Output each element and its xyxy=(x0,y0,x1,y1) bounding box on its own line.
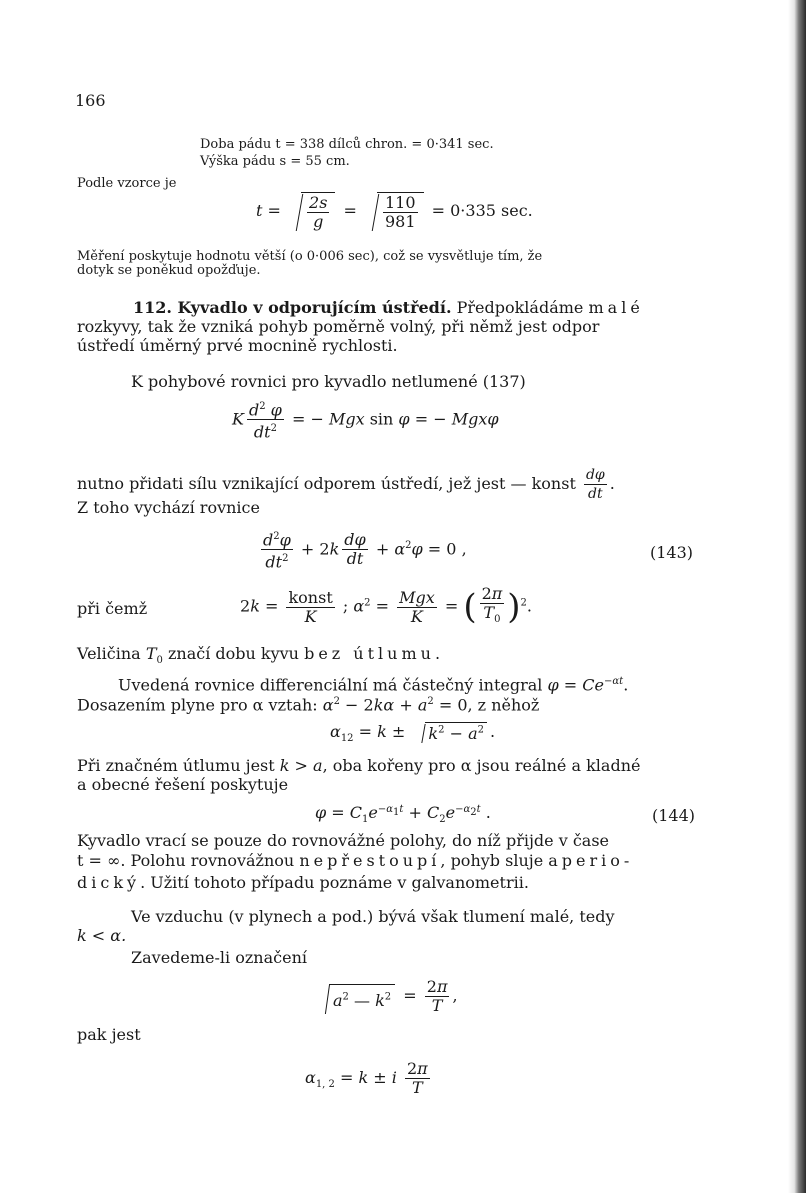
p4-line2-prefix: Dosazením plyne pro α vztah: xyxy=(77,695,318,715)
p5-line1: Při značném útlumu jest k > a, oba kořeny pro α jsou reálné a kladné xyxy=(77,756,641,775)
book-spine-shadow xyxy=(788,0,806,1193)
p6-line2-spaced2: aperio- xyxy=(548,851,634,870)
p6-line1: Kyvadlo vrací se pouze do rovnovážné polohy, do níž přijde v čase xyxy=(77,831,610,850)
equation-2k-alpha: 2k = $\frac{\text{konst}}{K}$ ; $\alpha^2$ = $\frac{\text{Mgx}}{K}$ = ( $\frac{2\pi}{T_0}$ )$^2$. xyxy=(240,584,533,628)
p6-line3-spaced: dický xyxy=(77,873,141,892)
equation-143: $\frac{d^2\varphi}{dt^2}$ + 2k $\frac{d\varphi}{dt}$ + $\alpha^2\varphi = 0$ , xyxy=(258,528,467,572)
velicina-mid: značí dobu kyvu xyxy=(167,644,299,663)
p3-line1-text: nutno přidati sílu vznikající odporem ústředí, jež jest — konst xyxy=(77,474,576,493)
konst-label: konst xyxy=(288,587,333,607)
p4-line1: Uvedená rovnice differenciální má částečný integral $\varphi = Ce^{-\alpha t}$. xyxy=(118,675,629,695)
line-doba-padu: Doba pádu t = 338 dílců chron. = 0·341 sec. xyxy=(200,137,494,152)
equation-144: $\varphi = C_1e^{-\alpha_1t} + C_2e^{-\alpha_2t}$ . xyxy=(315,803,491,826)
p4-line2-suffix: , z něhož xyxy=(467,695,540,715)
line-podle-vzorce: Podle vzorce je xyxy=(77,176,177,191)
section-heading: 112. Kyvadlo v odporujícím ústředí. xyxy=(133,298,452,317)
equation-t-sqrt: t = $\frac{2s}{g}$ = $\frac{110}{981}$ = 0·335 sec. xyxy=(256,193,533,231)
pak-jest: pak jest xyxy=(77,1025,141,1044)
equation-137: K $\frac{d^2 \varphi}{dt^2}$ = − Mgx sin φ = − Mgxφ xyxy=(232,398,499,442)
p4-line1-text: Uvedená rovnice differenciální má částečný integral xyxy=(118,675,543,695)
p1-line2: rozkyvy, tak že vzniká pohyb poměrně volný, při němž jest odpor xyxy=(77,317,600,336)
p6-line2-spaced: nepřestoupí xyxy=(299,851,441,870)
p3-line1: nutno přidati sílu vznikající odporem ústředí, jež jest — konst $\frac{d\varphi}{dt}$ . xyxy=(77,467,615,502)
p5-line1-suffix: , oba kořeny pro α jsou reálné a kladné xyxy=(322,756,641,775)
p7-line2: k < α. xyxy=(77,926,127,945)
p1-line3: ústředí úměrný prvé mocnině rychlosti. xyxy=(77,336,398,355)
p6-line2-mid: , pohyb sluje xyxy=(440,851,544,870)
p6-line2-prefix: t = ∞. Polohu rovnovážnou xyxy=(77,851,295,870)
equation-143-number: (143) xyxy=(650,543,694,562)
equation-alpha12: $\alpha_{12} = k \pm k^2 - a^2$ . xyxy=(330,722,496,745)
line-mereni-1: Měření poskytuje hodnotu větší (o 0·006 sec), což se vysvětluje tím, že xyxy=(77,249,543,264)
pri-cemz: při čemž xyxy=(77,599,148,618)
line-mereni-2: dotyk se poněkud opožďuje. xyxy=(77,263,261,278)
equation-144-number: (144) xyxy=(652,806,696,825)
p5-line2: a obecné řešení poskytuje xyxy=(77,775,289,794)
p4-line2: Dosazením plyne pro α vztah: $\alpha^2 - 2k\alpha + a^2 = 0$, z něhož xyxy=(77,695,540,715)
velicina-line: Veličina $T_0$ značí dobu kyvu bez útlumu. xyxy=(77,644,445,667)
p2-line1: K pohybové rovnici pro kyvadlo netlumené (137) xyxy=(131,372,526,391)
p1-spaced: malé xyxy=(588,298,644,317)
line-vyska-padu: Výška pádu s = 55 cm. xyxy=(200,154,350,169)
equation-alpha-complex: $\alpha_{1, 2} = k \pm i$ $\frac{2\pi}{T}$ xyxy=(305,1059,428,1097)
section-heading-line xyxy=(133,299,644,317)
p6-line3-rest: . Užití tohoto případu poznáme v galvanometrii. xyxy=(140,873,529,892)
p6-line2 xyxy=(77,852,633,870)
velicina-spaced: bez útlumu. xyxy=(304,644,445,663)
equation-t-result: = 0·335 sec. xyxy=(431,201,533,220)
p6-line3 xyxy=(77,874,529,892)
p1-rest: Předpokládáme xyxy=(456,298,584,317)
page-number: 166 xyxy=(75,91,106,110)
p5-line1-prefix: Při značném útlumu jest xyxy=(77,756,275,775)
velicina-prefix: Veličina xyxy=(77,644,141,663)
equation-sqrt-2pi-T: $a^2$ — $k^2$ = $\frac{2\pi}{T}$ , xyxy=(310,978,458,1015)
p7-line1: Ve vzduchu (v plynech a pod.) bývá však tlumení malé, tedy xyxy=(131,907,615,926)
p8-line1: Zavedeme-li označení xyxy=(131,948,307,967)
p3-line2: Z toho vychází rovnice xyxy=(77,498,260,517)
